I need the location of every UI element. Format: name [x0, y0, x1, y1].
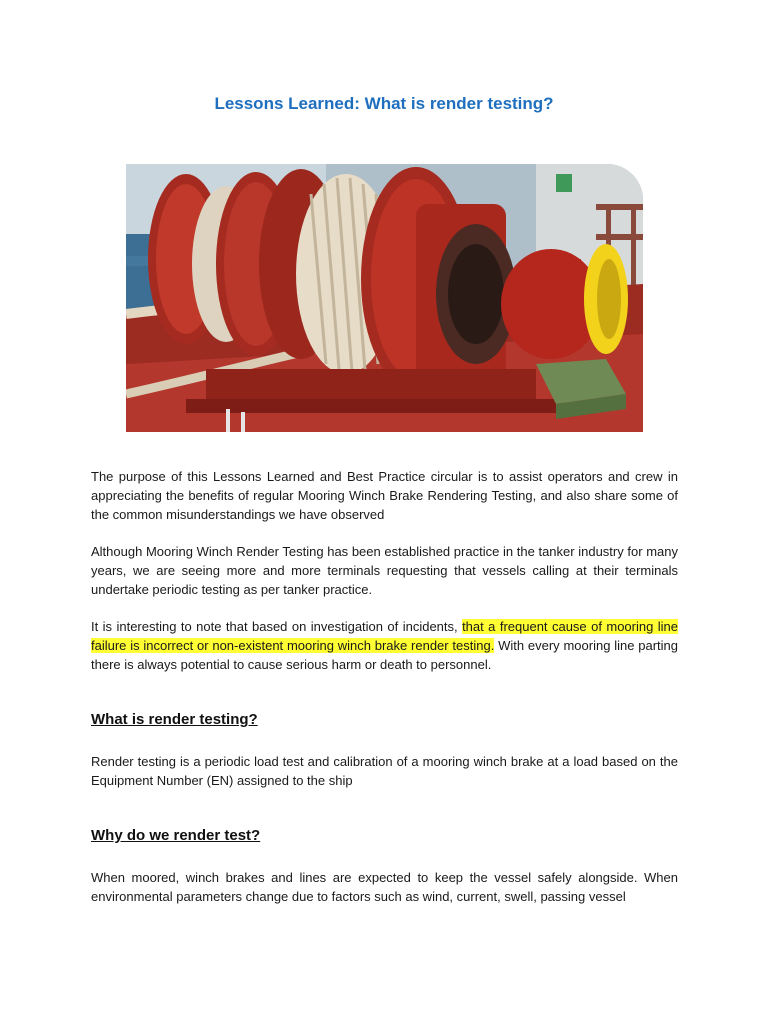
page-title: Lessons Learned: What is render testing?: [214, 94, 554, 113]
paragraph-incidents: [91, 617, 678, 674]
mooring-winch-photo: [126, 164, 643, 432]
document-body: [91, 467, 678, 906]
heading-what-is-render-testing: What is render testing?: [91, 711, 258, 728]
paragraph-incidents-outro: With every mooring line parting there is always potential to cause serious harm or death to personnel.: [91, 638, 678, 672]
paragraph-purpose: The purpose of this Lessons Learned and Best Practice circular is to assist operators and crew in appreciating the benefits of regular Mooring Winch Brake Rendering Testing, and also share some of the common misunderstandings we have observed: [91, 469, 678, 522]
paragraph-definition: Render testing is a periodic load test and calibration of a mooring winch brake at a load based on the Equipment Number (EN) assigned to the ship: [91, 754, 678, 788]
heading-why-render-test: Why do we render test?: [91, 827, 261, 844]
paragraph-why: When moored, winch brakes and lines are expected to keep the vessel safely alongside. When environmental parameters change due to factors such as wind, current, swell, passing vessel: [91, 870, 678, 904]
paragraph-incidents-intro: It is interesting to note that based on investigation of incidents,: [91, 619, 463, 634]
paragraph-established-practice: Although Mooring Winch Render Testing has been established practice in the tanker industry for many years, we are seeing more and more terminals requesting that vessels calling at their terminals undertake periodic testing as per tanker practice.: [91, 544, 678, 597]
highlighted-text: that a frequent cause of mooring line failure is incorrect or non-existent mooring winch brake render testing.: [91, 619, 678, 653]
